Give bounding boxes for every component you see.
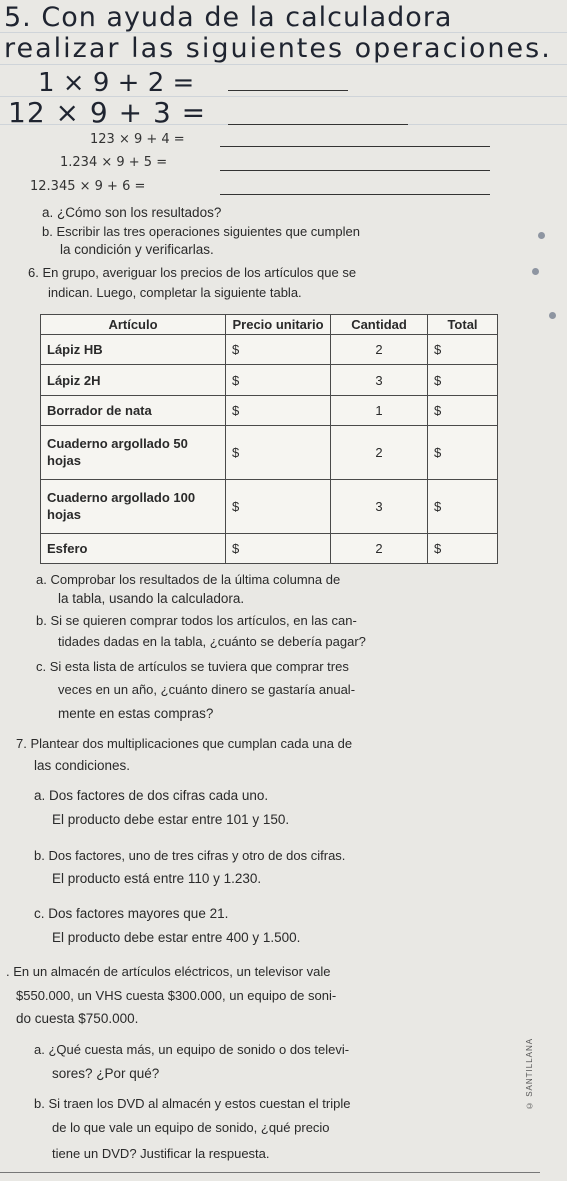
q8-b-line1: b. Si traen los DVD al almacén y estos cuestan el triple [34,1096,351,1111]
q7-c-line1: c. Dos factores mayores que 21. [34,906,229,921]
q8-intro-line1: . En un almacén de artículos eléctricos, un televisor vale [6,964,331,979]
publisher-mark: © SANTILLANA [525,1037,534,1110]
total-cell[interactable] [428,479,498,533]
item-name: Lápiz 2H [41,365,226,395]
q7-intro-line1: 7. Plantear dos multiplicaciones que cumplan cada una de [16,736,353,751]
page-bottom-line [0,1172,540,1173]
q5-a: a. ¿Cómo son los resultados? [42,205,222,220]
total-cell[interactable] [428,426,498,480]
currency-sign: $ [434,540,442,556]
handwritten-title-line1: 5. Con ayuda de la calculadora [4,2,453,33]
q5-b-line2: la condición y verificarlas. [60,242,214,257]
item-name: Cuaderno argollado 50 hojas [41,426,226,480]
answer-blank [228,90,348,91]
q8-b-line3: tiene un DVD? Justificar la respuesta. [52,1146,270,1161]
q8-a-line2: sores? ¿Por qué? [52,1066,160,1081]
table-row [41,335,498,365]
q5-b-line1: b. Escribir las tres operaciones siguientes que cumplen [42,224,360,239]
handwritten-operation-1: 1 × 9 + 2 = [38,68,195,98]
table-row [41,365,498,395]
item-name: Cuaderno argollado 100 hojas [41,479,226,533]
header-total: Total [428,315,498,335]
unit-price-cell[interactable] [226,335,331,365]
printed-operation-5: 12.345 × 9 + 6 = [30,179,146,194]
answer-blank [228,124,408,125]
unit-price-cell[interactable] [226,479,331,533]
quantity-cell: 3 [331,479,428,533]
quantity-cell: 1 [331,395,428,425]
answer-blank [220,170,490,171]
quantity-cell: 2 [331,335,428,365]
currency-sign: $ [232,402,240,418]
handwritten-title-line2: realizar las siguientes operaciones. [4,33,552,64]
q8-intro-line3: do cuesta $750.000. [16,1011,139,1026]
q7-a-line2: El producto debe estar entre 101 y 150. [52,812,290,827]
currency-sign: $ [434,444,442,460]
q7-intro-line2: las condiciones. [34,758,131,773]
header-unit-price: Precio unitario [226,315,331,335]
margin-dot [538,232,545,239]
currency-sign: $ [434,342,442,358]
q7-c-line2: El producto debe estar entre 400 y 1.500. [52,930,301,945]
item-name: Borrador de nata [41,395,226,425]
quantity-cell: 3 [331,365,428,395]
currency-sign: $ [434,498,442,514]
q7-b-line1: b. Dos factores, uno de tres cifras y otro de dos cifras. [34,848,346,863]
printed-operation-4: 1.234 × 9 + 5 = [60,155,168,170]
q6-intro-line2: indican. Luego, completar la siguiente tabla. [48,285,302,300]
q6-c-line1: c. Si esta lista de artículos se tuviera que comprar tres [36,659,349,674]
q6-a-line2: la tabla, usando la calculadora. [58,591,245,606]
margin-dot [549,312,556,319]
margin-dot [532,268,539,275]
table-row [41,533,498,563]
currency-sign: $ [232,342,240,358]
currency-sign: $ [434,372,442,388]
total-cell[interactable] [428,395,498,425]
q6-b-line2: tidades dadas en la tabla, ¿cuánto se debería pagar? [58,634,366,649]
currency-sign: $ [434,402,442,418]
q6-b-line1: b. Si se quieren comprar todos los artículos, en las can- [36,613,357,628]
printed-operation-3: 123 × 9 + 4 = [90,132,185,147]
q8-b-line2: de lo que vale un equipo de sonido, ¿qué precio [52,1120,330,1135]
unit-price-cell[interactable] [226,395,331,425]
item-name: Lápiz HB [41,335,226,365]
q7-b-line2: El producto está entre 110 y 1.230. [52,871,262,886]
header-quantity: Cantidad [331,315,428,335]
quantity-cell: 2 [331,533,428,563]
answer-blank [220,194,490,195]
unit-price-cell[interactable] [226,533,331,563]
q6-a-line1: a. Comprobar los resultados de la última columna de [36,572,341,587]
q8-intro-line2: $550.000, un VHS cuesta $300.000, un equipo de soni- [16,988,337,1003]
total-cell[interactable] [428,365,498,395]
price-table [40,314,498,564]
total-cell[interactable] [428,335,498,365]
table-row [41,426,498,480]
total-cell[interactable] [428,533,498,563]
table-row [41,395,498,425]
answer-blank [220,146,490,147]
currency-sign: $ [232,444,240,460]
table-header-row [41,315,498,335]
currency-sign: $ [232,372,240,388]
quantity-cell: 2 [331,426,428,480]
unit-price-cell[interactable] [226,426,331,480]
q6-c-line3: mente en estas compras? [58,706,214,721]
ruled-line [0,64,567,65]
unit-price-cell[interactable] [226,365,331,395]
q6-intro-line1: 6. En grupo, averiguar los precios de los artículos que se [28,265,357,280]
header-article: Artículo [41,315,226,335]
q6-c-line2: veces en un año, ¿cuánto dinero se gastaría anual- [58,682,356,697]
item-name: Esfero [41,533,226,563]
q7-a-line1: a. Dos factores de dos cifras cada uno. [34,788,269,803]
table-row [41,479,498,533]
handwritten-operation-2: 12 × 9 + 3 = [8,96,207,129]
currency-sign: $ [232,498,240,514]
currency-sign: $ [232,540,240,556]
q8-a-line1: a. ¿Qué cuesta más, un equipo de sonido o dos televi- [34,1042,350,1057]
